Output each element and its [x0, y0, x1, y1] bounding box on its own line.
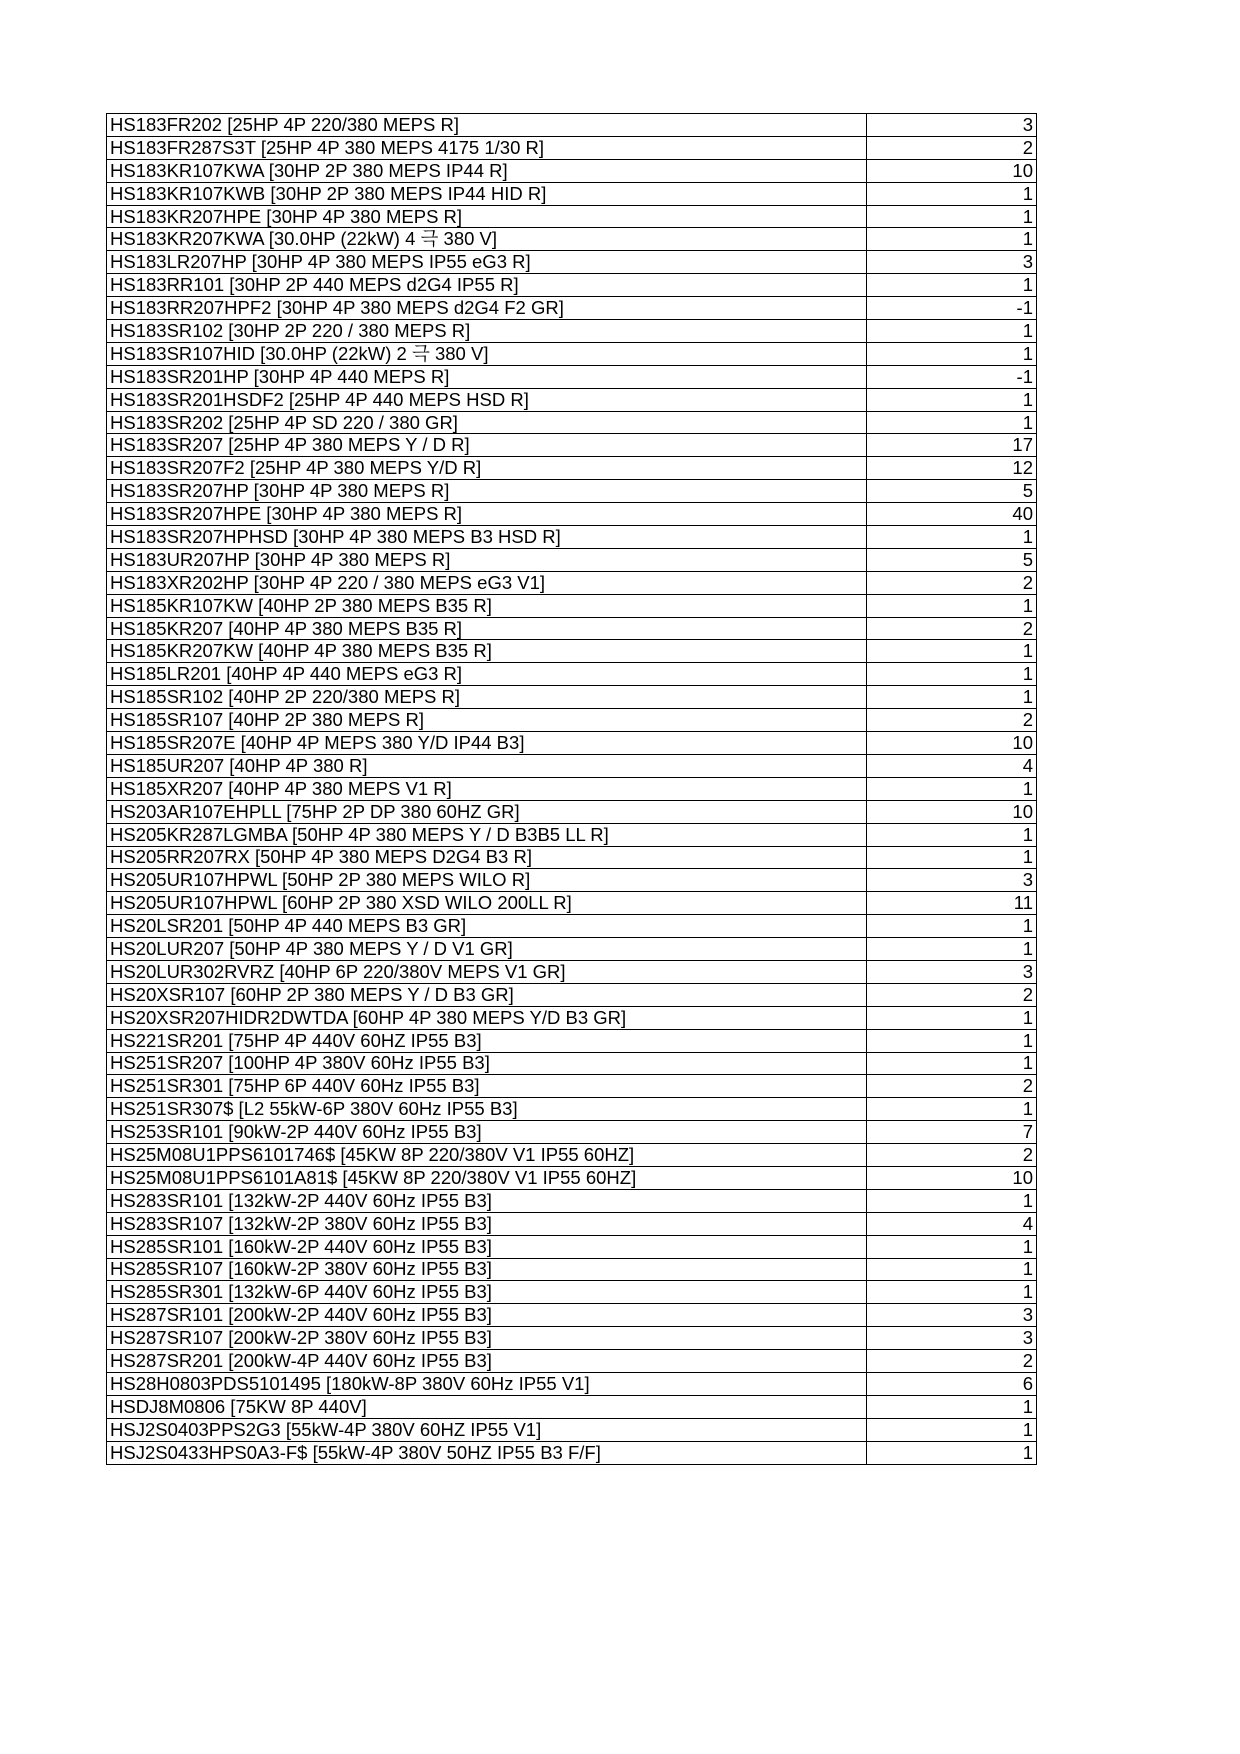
item-description-cell: HS185SR102 [40HP 2P 220/380 MEPS R] — [107, 686, 867, 709]
item-description-cell: HS205UR107HPWL [50HP 2P 380 MEPS WILO R] — [107, 869, 867, 892]
table-row — [107, 1350, 1037, 1373]
table-row — [107, 617, 1037, 640]
quantity-cell: 1 — [867, 526, 1037, 549]
item-description-cell: HS183SR102 [30HP 2P 220 / 380 MEPS R] — [107, 320, 867, 343]
quantity-cell: 4 — [867, 754, 1037, 777]
inventory-table-body — [107, 114, 1037, 1465]
table-row — [107, 1144, 1037, 1167]
quantity-cell: 11 — [867, 892, 1037, 915]
table-row — [107, 228, 1037, 251]
table-row — [107, 754, 1037, 777]
quantity-cell: 1 — [867, 274, 1037, 297]
table-row — [107, 1372, 1037, 1395]
quantity-cell: 1 — [867, 663, 1037, 686]
quantity-cell: 3 — [867, 251, 1037, 274]
quantity-cell: 3 — [867, 869, 1037, 892]
quantity-cell: 1 — [867, 823, 1037, 846]
quantity-cell: 2 — [867, 1350, 1037, 1373]
item-description-cell: HS183XR202HP [30HP 4P 220 / 380 MEPS eG3 V1] — [107, 571, 867, 594]
quantity-cell: 2 — [867, 136, 1037, 159]
quantity-cell: 1 — [867, 1098, 1037, 1121]
quantity-cell: 1 — [867, 1235, 1037, 1258]
table-row — [107, 1189, 1037, 1212]
item-description-cell: HS185KR107KW [40HP 2P 380 MEPS B35 R] — [107, 594, 867, 617]
item-description-cell: HSDJ8M0806 [75KW 8P 440V] — [107, 1395, 867, 1418]
table-row — [107, 1395, 1037, 1418]
quantity-cell: 10 — [867, 159, 1037, 182]
table-row — [107, 892, 1037, 915]
item-description-cell: HS25M08U1PPS6101746$ [45KW 8P 220/380V V1 IP55 60HZ] — [107, 1144, 867, 1167]
table-row — [107, 960, 1037, 983]
quantity-cell: 1 — [867, 1029, 1037, 1052]
quantity-cell: 4 — [867, 1212, 1037, 1235]
item-description-cell: HS203AR107EHPLL [75HP 2P DP 380 60HZ GR] — [107, 800, 867, 823]
table-row — [107, 983, 1037, 1006]
table-row — [107, 1166, 1037, 1189]
quantity-cell: 1 — [867, 846, 1037, 869]
item-description-cell: HS183SR201HP [30HP 4P 440 MEPS R] — [107, 365, 867, 388]
item-description-cell: HSJ2S0403PPS2G3 [55kW-4P 380V 60HZ IP55 V1] — [107, 1418, 867, 1441]
quantity-cell: 1 — [867, 228, 1037, 251]
quantity-cell: 5 — [867, 480, 1037, 503]
item-description-cell: HS183RR101 [30HP 2P 440 MEPS d2G4 IP55 R] — [107, 274, 867, 297]
item-description-cell: HS251SR307$ [L2 55kW-6P 380V 60Hz IP55 B3] — [107, 1098, 867, 1121]
item-description-cell: HS205UR107HPWL [60HP 2P 380 XSD WILO 200LL R] — [107, 892, 867, 915]
table-row — [107, 709, 1037, 732]
quantity-cell: 3 — [867, 960, 1037, 983]
table-row — [107, 1418, 1037, 1441]
table-row — [107, 640, 1037, 663]
quantity-cell: 1 — [867, 640, 1037, 663]
item-description-cell: HS183RR207HPF2 [30HP 4P 380 MEPS d2G4 F2 GR] — [107, 297, 867, 320]
item-description-cell: HS20LSR201 [50HP 4P 440 MEPS B3 GR] — [107, 915, 867, 938]
quantity-cell: 1 — [867, 1189, 1037, 1212]
table-row — [107, 1441, 1037, 1464]
quantity-cell: 1 — [867, 1441, 1037, 1464]
table-row — [107, 205, 1037, 228]
item-description-cell: HS183UR207HP [30HP 4P 380 MEPS R] — [107, 548, 867, 571]
item-description-cell: HS183SR107HID [30.0HP (22kW) 2 극 380 V] — [107, 342, 867, 365]
quantity-cell: 3 — [867, 1327, 1037, 1350]
quantity-cell: 1 — [867, 777, 1037, 800]
quantity-cell: 3 — [867, 1304, 1037, 1327]
quantity-cell: 1 — [867, 686, 1037, 709]
quantity-cell: 1 — [867, 915, 1037, 938]
quantity-cell: 2 — [867, 983, 1037, 1006]
item-description-cell: HS287SR101 [200kW-2P 440V 60Hz IP55 B3] — [107, 1304, 867, 1327]
table-row — [107, 526, 1037, 549]
quantity-cell: 10 — [867, 732, 1037, 755]
table-row — [107, 777, 1037, 800]
table-row — [107, 823, 1037, 846]
quantity-cell: 2 — [867, 1144, 1037, 1167]
quantity-cell: 10 — [867, 1166, 1037, 1189]
table-row — [107, 1304, 1037, 1327]
item-description-cell: HS185XR207 [40HP 4P 380 MEPS V1 R] — [107, 777, 867, 800]
item-description-cell: HS183SR207HPE [30HP 4P 380 MEPS R] — [107, 503, 867, 526]
quantity-cell: 1 — [867, 320, 1037, 343]
table-row — [107, 457, 1037, 480]
quantity-cell: 1 — [867, 205, 1037, 228]
table-row — [107, 365, 1037, 388]
quantity-cell: 1 — [867, 1418, 1037, 1441]
quantity-cell: 12 — [867, 457, 1037, 480]
quantity-cell: 17 — [867, 434, 1037, 457]
quantity-cell: 2 — [867, 571, 1037, 594]
table-row — [107, 594, 1037, 617]
item-description-cell: HS185UR207 [40HP 4P 380 R] — [107, 754, 867, 777]
item-description-cell: HS185SR207E [40HP 4P MEPS 380 Y/D IP44 B3] — [107, 732, 867, 755]
item-description-cell: HS183SR207F2 [25HP 4P 380 MEPS Y/D R] — [107, 457, 867, 480]
item-description-cell: HS20LUR302RVRZ [40HP 6P 220/380V MEPS V1 GR] — [107, 960, 867, 983]
table-row — [107, 320, 1037, 343]
table-row — [107, 1212, 1037, 1235]
table-row — [107, 571, 1037, 594]
item-description-cell: HS283SR107 [132kW-2P 380V 60Hz IP55 B3] — [107, 1212, 867, 1235]
table-row — [107, 1281, 1037, 1304]
quantity-cell: 1 — [867, 1395, 1037, 1418]
quantity-cell: 1 — [867, 594, 1037, 617]
quantity-cell: 2 — [867, 709, 1037, 732]
quantity-cell: 10 — [867, 800, 1037, 823]
item-description-cell: HS205KR287LGMBA [50HP 4P 380 MEPS Y / D B3B5 LL R] — [107, 823, 867, 846]
table-row — [107, 411, 1037, 434]
table-row — [107, 159, 1037, 182]
item-description-cell: HS185SR107 [40HP 2P 380 MEPS R] — [107, 709, 867, 732]
item-description-cell: HS185LR201 [40HP 4P 440 MEPS eG3 R] — [107, 663, 867, 686]
quantity-cell: -1 — [867, 365, 1037, 388]
table-row — [107, 480, 1037, 503]
item-description-cell: HS20LUR207 [50HP 4P 380 MEPS Y / D V1 GR] — [107, 938, 867, 961]
table-row — [107, 1121, 1037, 1144]
table-row — [107, 915, 1037, 938]
table-row — [107, 732, 1037, 755]
item-description-cell: HS205RR207RX [50HP 4P 380 MEPS D2G4 B3 R] — [107, 846, 867, 869]
item-description-cell: HS285SR107 [160kW-2P 380V 60Hz IP55 B3] — [107, 1258, 867, 1281]
table-row — [107, 1052, 1037, 1075]
quantity-cell: 1 — [867, 938, 1037, 961]
item-description-cell: HS285SR101 [160kW-2P 440V 60Hz IP55 B3] — [107, 1235, 867, 1258]
table-row — [107, 686, 1037, 709]
item-description-cell: HS183KR207HPE [30HP 4P 380 MEPS R] — [107, 205, 867, 228]
item-description-cell: HS253SR101 [90kW-2P 440V 60Hz IP55 B3] — [107, 1121, 867, 1144]
item-description-cell: HS183FR202 [25HP 4P 220/380 MEPS R] — [107, 114, 867, 137]
item-description-cell: HS20XSR207HIDR2DWTDA [60HP 4P 380 MEPS Y/D B3 GR] — [107, 1006, 867, 1029]
table-row — [107, 274, 1037, 297]
table-row — [107, 869, 1037, 892]
item-description-cell: HS183KR107KWB [30HP 2P 380 MEPS IP44 HID R] — [107, 182, 867, 205]
table-row — [107, 251, 1037, 274]
table-row — [107, 1006, 1037, 1029]
item-description-cell: HS285SR301 [132kW-6P 440V 60Hz IP55 B3] — [107, 1281, 867, 1304]
item-description-cell: HS287SR107 [200kW-2P 380V 60Hz IP55 B3] — [107, 1327, 867, 1350]
inventory-table — [106, 113, 1037, 1465]
item-description-cell: HS28H0803PDS5101495 [180kW-8P 380V 60Hz IP55 V1] — [107, 1372, 867, 1395]
table-row — [107, 663, 1037, 686]
table-row — [107, 1075, 1037, 1098]
quantity-cell: 2 — [867, 1075, 1037, 1098]
quantity-cell: 1 — [867, 1052, 1037, 1075]
quantity-cell: 1 — [867, 342, 1037, 365]
quantity-cell: 6 — [867, 1372, 1037, 1395]
item-description-cell: HS183SR207HP [30HP 4P 380 MEPS R] — [107, 480, 867, 503]
table-row — [107, 1029, 1037, 1052]
table-row — [107, 342, 1037, 365]
quantity-cell: 1 — [867, 1258, 1037, 1281]
item-description-cell: HS185KR207 [40HP 4P 380 MEPS B35 R] — [107, 617, 867, 640]
item-description-cell: HS183SR207HPHSD [30HP 4P 380 MEPS B3 HSD R] — [107, 526, 867, 549]
table-row — [107, 548, 1037, 571]
item-description-cell: HS183SR202 [25HP 4P SD 220 / 380 GR] — [107, 411, 867, 434]
table-row — [107, 1235, 1037, 1258]
quantity-cell: -1 — [867, 297, 1037, 320]
table-row — [107, 938, 1037, 961]
item-description-cell: HSJ2S0433HPS0A3-F$ [55kW-4P 380V 50HZ IP55 B3 F/F] — [107, 1441, 867, 1464]
item-description-cell: HS283SR101 [132kW-2P 440V 60Hz IP55 B3] — [107, 1189, 867, 1212]
item-description-cell: HS183FR287S3T [25HP 4P 380 MEPS 4175 1/30 R] — [107, 136, 867, 159]
table-row — [107, 297, 1037, 320]
table-row — [107, 114, 1037, 137]
item-description-cell: HS25M08U1PPS6101A81$ [45KW 8P 220/380V V1 IP55 60HZ] — [107, 1166, 867, 1189]
quantity-cell: 1 — [867, 1281, 1037, 1304]
item-description-cell: HS20XSR107 [60HP 2P 380 MEPS Y / D B3 GR] — [107, 983, 867, 1006]
item-description-cell: HS183SR201HSDF2 [25HP 4P 440 MEPS HSD R] — [107, 388, 867, 411]
quantity-cell: 1 — [867, 1006, 1037, 1029]
item-description-cell: HS183LR207HP [30HP 4P 380 MEPS IP55 eG3 R] — [107, 251, 867, 274]
item-description-cell: HS185KR207KW [40HP 4P 380 MEPS B35 R] — [107, 640, 867, 663]
table-row — [107, 136, 1037, 159]
table-row — [107, 1258, 1037, 1281]
quantity-cell: 5 — [867, 548, 1037, 571]
table-row — [107, 846, 1037, 869]
quantity-cell: 40 — [867, 503, 1037, 526]
item-description-cell: HS251SR301 [75HP 6P 440V 60Hz IP55 B3] — [107, 1075, 867, 1098]
table-row — [107, 1098, 1037, 1121]
quantity-cell: 1 — [867, 182, 1037, 205]
quantity-cell: 1 — [867, 411, 1037, 434]
quantity-cell: 2 — [867, 617, 1037, 640]
item-description-cell: HS221SR201 [75HP 4P 440V 60HZ IP55 B3] — [107, 1029, 867, 1052]
quantity-cell: 7 — [867, 1121, 1037, 1144]
table-row — [107, 388, 1037, 411]
table-row — [107, 434, 1037, 457]
table-row — [107, 800, 1037, 823]
item-description-cell: HS183KR107KWA [30HP 2P 380 MEPS IP44 R] — [107, 159, 867, 182]
item-description-cell: HS287SR201 [200kW-4P 440V 60Hz IP55 B3] — [107, 1350, 867, 1373]
item-description-cell: HS183SR207 [25HP 4P 380 MEPS Y / D R] — [107, 434, 867, 457]
table-row — [107, 1327, 1037, 1350]
quantity-cell: 3 — [867, 114, 1037, 137]
item-description-cell: HS183KR207KWA [30.0HP (22kW) 4 극 380 V] — [107, 228, 867, 251]
table-row — [107, 503, 1037, 526]
item-description-cell: HS251SR207 [100HP 4P 380V 60Hz IP55 B3] — [107, 1052, 867, 1075]
quantity-cell: 1 — [867, 388, 1037, 411]
table-row — [107, 182, 1037, 205]
